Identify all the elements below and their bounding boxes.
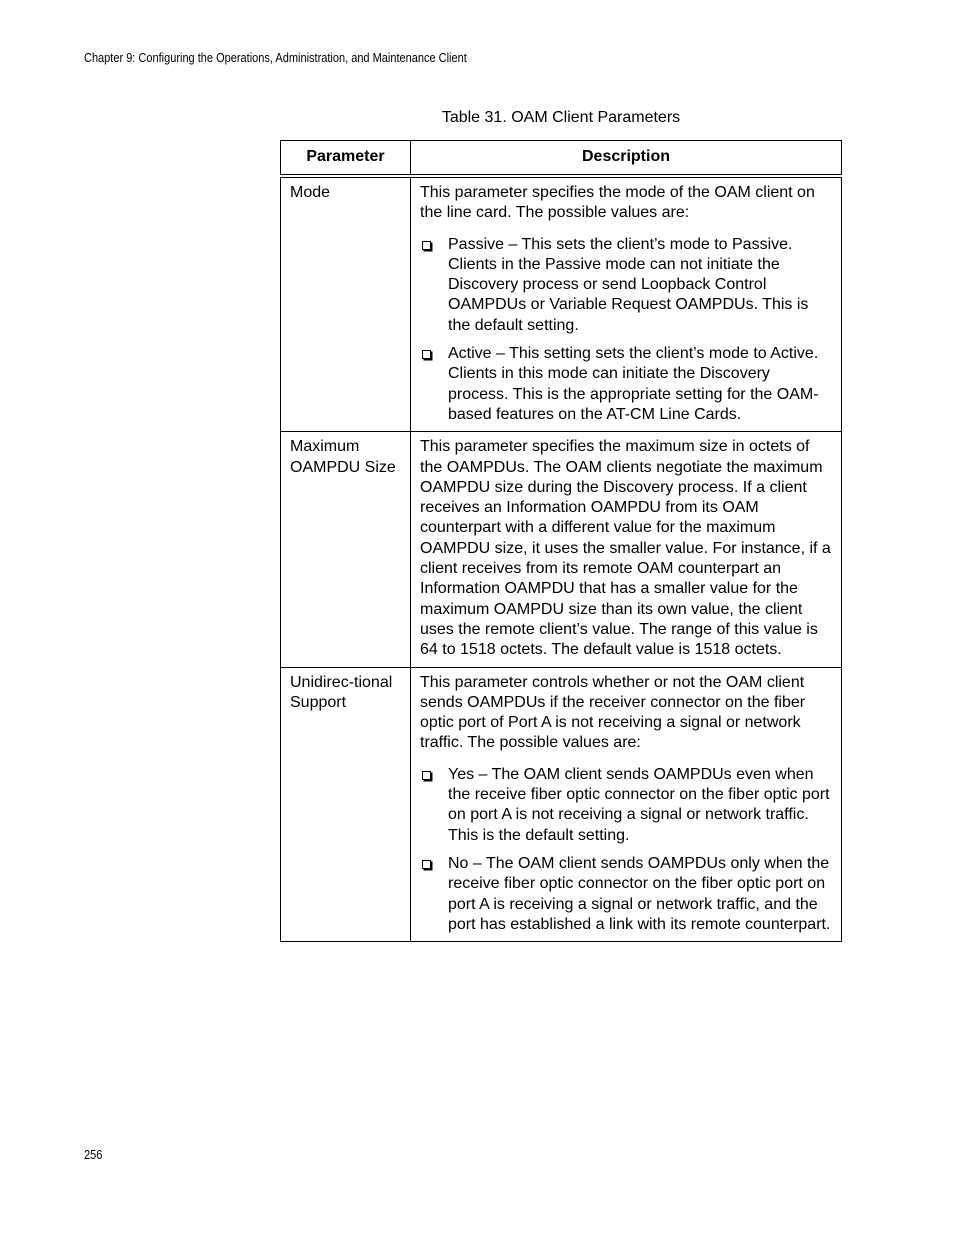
list-item-text: Passive – This sets the client’s mode to Passive. Clients in the Passive mode can not initiate the Discovery process or send Loopback Control OAMPDUs or Variable Request OAMPDUs. This is the default setting. <box>448 235 809 334</box>
description-cell <box>411 176 842 432</box>
checkbox-bullet-icon <box>422 771 431 780</box>
list-item <box>420 854 833 935</box>
running-header: Chapter 9: Configuring the Operations, Administration, and Maintenance Client <box>84 51 467 65</box>
page-number: 256 <box>84 1148 103 1162</box>
table-row-maximum-oampdu-size <box>281 432 842 667</box>
parameter-name: Mode <box>290 184 331 201</box>
description-intro: This parameter controls whether or not the OAM client sends OAMPDUs if the receiver connector on the fiber optic port of Port A is not receiving a signal or network traffic. The possible values are: <box>420 673 806 752</box>
parameter-name: Unidirec-tional Support <box>290 673 393 711</box>
table-row-unidirectional-support <box>281 667 842 942</box>
parameter-cell <box>281 176 411 432</box>
value-list <box>420 235 833 426</box>
value-list <box>420 765 833 935</box>
column-header-description: Description <box>411 141 842 177</box>
list-item-text: Active – This setting sets the client’s mode to Active. Clients in this mode can initiate the Discovery process. This is the appropriate setting for the OAM-based features on the AT-CM Line Cards. <box>448 345 819 423</box>
parameter-name: Maximum OAMPDU Size <box>290 438 396 476</box>
checkbox-bullet-icon <box>422 350 431 359</box>
description-cell <box>411 432 842 667</box>
description-intro: This parameter specifies the maximum size in octets of the OAMPDUs. The OAM clients negotiate the maximum OAMPDU size during the Discovery process. If a client receives an Information OAMPDU from its OAM counterpart with a different value for the maximum OAMPDU size, it uses the smaller value. For instance, if a client receives from its remote OAM counterpart an Information OAMPDU that has a smaller value for the maximum OAMPDU size than its own value, the client uses the remote client’s value. The range of this value is 64 to 1518 octets. The default value is 1518 octets. <box>420 438 831 659</box>
oam-client-parameters-table <box>280 140 842 942</box>
list-item <box>420 765 833 846</box>
parameter-cell <box>281 667 411 942</box>
list-item-text: Yes – The OAM client sends OAMPDUs even when the receive fiber optic connector on the fiber optic port on port A is not receiving a signal or network traffic. This is the default setting. <box>448 765 830 844</box>
parameter-cell <box>281 432 411 667</box>
table-header-row <box>281 141 842 177</box>
checkbox-bullet-icon <box>422 860 431 869</box>
list-item <box>420 235 833 336</box>
list-item <box>420 344 833 425</box>
description-cell <box>411 667 842 942</box>
table-row-mode <box>281 176 842 432</box>
list-item-text: No – The OAM client sends OAMPDUs only when the receive fiber optic connector on the fiber optic port on port A is receiving a signal or network traffic, and the port has established a link with its remote counterpart. <box>448 854 831 933</box>
column-header-parameter: Parameter <box>281 141 411 177</box>
checkbox-bullet-icon <box>422 241 431 250</box>
description-intro: This parameter specifies the mode of the OAM client on the line card. The possible values are: <box>420 184 815 222</box>
table-caption: Table 31. OAM Client Parameters <box>441 109 681 126</box>
